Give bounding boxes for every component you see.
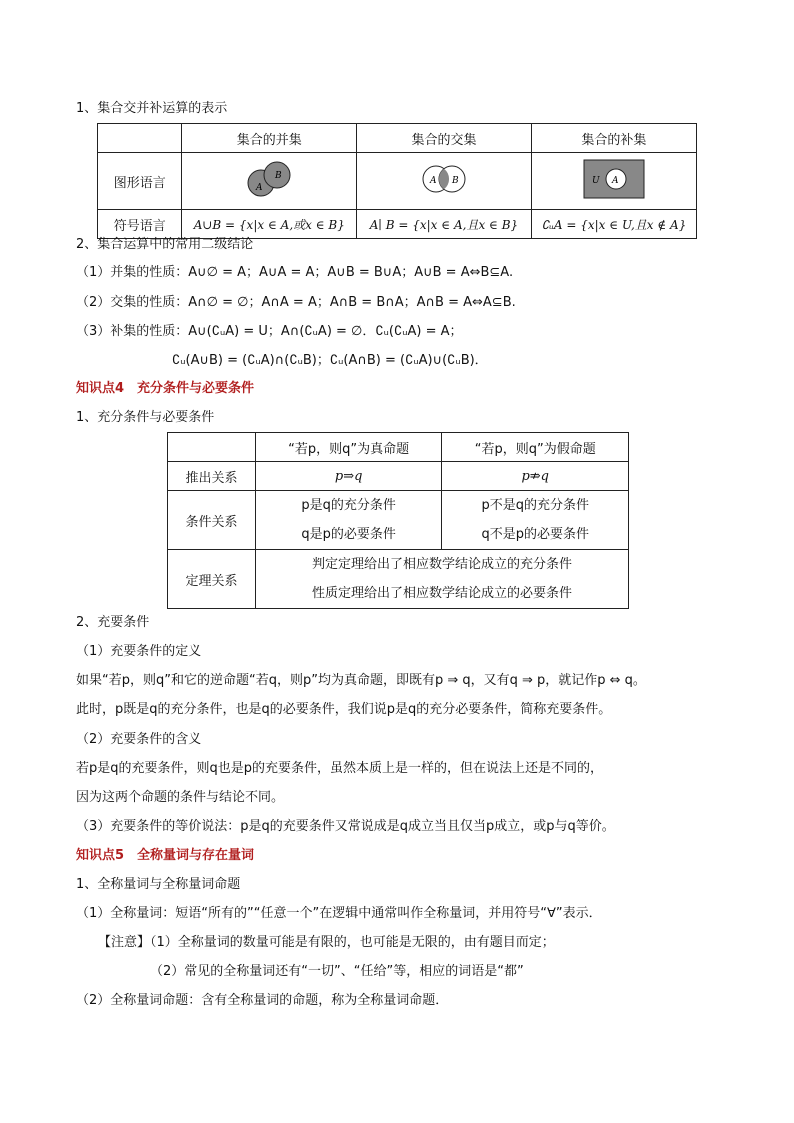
section-2-title: 2、集合运算中的常用二级结论 xyxy=(76,237,254,252)
header-intersection: 集合的交集 xyxy=(357,124,532,153)
kp5-sub1: 1、全称量词与全称量词命题 xyxy=(76,877,241,892)
de-morgan-laws: ∁ᵤ(A∪B) = (∁ᵤA)∩(∁ᵤB)；∁ᵤ(A∩B) = (∁ᵤA)∪(∁ᵤB)． xyxy=(172,353,488,368)
kp4-definition-1: 如果“若p，则q”和它的逆命题“若q，则p”均为真命题，即既有p ⇒ q，又有q ⇒ p，就记作p ⇔ q。 xyxy=(76,673,646,688)
kp4-definition-2: 此时，p既是q的充分条件，也是q的必要条件，我们说p是q的充分必要条件，简称充要条件。 xyxy=(76,702,612,717)
derive-false: p⇏q xyxy=(442,462,629,491)
venn-union-icon xyxy=(239,157,299,201)
venn-complement xyxy=(531,153,696,210)
venn-label-b: B xyxy=(451,176,459,186)
formula-complement: ∁ᵤA = {x|x ∈ U,且x ∉ A} xyxy=(531,210,696,239)
venn-label-a: A xyxy=(429,176,437,186)
row-label-derive: 推出关系 xyxy=(168,462,256,491)
table-corner xyxy=(98,124,182,153)
condition-true-2: q是p的必要条件 xyxy=(301,527,396,542)
kp5-title: 知识点5 全称量词与存在量词 xyxy=(76,848,255,863)
kp5-universal-quantifier: （1）全称量词：短语“所有的”“任意一个”在逻辑中通常叫作全称量词，并用符号“∀”表示． xyxy=(76,906,602,921)
venn-intersection-icon xyxy=(414,157,474,201)
kp4-definition-heading: （1）充要条件的定义 xyxy=(76,644,202,659)
header-union: 集合的并集 xyxy=(182,124,357,153)
theorem-relation-1: 判定定理给出了相应数学结论成立的充分条件 xyxy=(311,557,572,572)
header-false: “若p，则q”为假命题 xyxy=(442,433,629,462)
venn-label-a: A xyxy=(256,183,263,193)
kp5-note-2: （2）常见的全称量词还有“一切”、“任给”等，相应的词语是“都” xyxy=(150,964,524,979)
kp5-universal-proposition: （2）全称量词命题：含有全称量词的命题，称为全称量词命题． xyxy=(76,993,449,1008)
condition-true-1: p是q的充分条件 xyxy=(301,498,396,513)
kp4-equivalent: （3）充要条件的等价说法：p是q的充要条件又常说成是q成立当且仅当p成立，或p与q等价。 xyxy=(76,819,615,834)
kp4-sub1: 1、充分条件与必要条件 xyxy=(76,410,215,425)
condition-true xyxy=(255,491,442,550)
kp5-note-1: 【注意】（1）全称量词的数量可能是有限的，也可能是无限的，由有题目而定； xyxy=(98,935,555,950)
intersection-properties: （2）交集的性质：A∩∅ = ∅；A∩A = A；A∩B = B∩A；A∩B = A⇔A⊆B. xyxy=(76,295,516,310)
header-true: “若p，则q”为真命题 xyxy=(255,433,442,462)
theorem-relation xyxy=(255,550,628,609)
venn-label-a: A xyxy=(611,176,619,186)
formula-union: A∪B = {x|x ∈ A,或x ∈ B} xyxy=(182,210,357,239)
kp4-sub2: 2、充要条件 xyxy=(76,615,150,630)
formula-intersection: A∣ B = {x|x ∈ A,且x ∈ B} xyxy=(357,210,532,239)
row-label-theorem: 定理关系 xyxy=(168,550,256,609)
derive-true: p⇒q xyxy=(255,462,442,491)
condition-false-1: p不是q的充分条件 xyxy=(481,498,589,513)
kp4-meaning-2: 因为这两个命题的条件与结论不同。 xyxy=(76,790,285,805)
table-corner xyxy=(168,433,256,462)
complement-properties: （3）补集的性质：A∪(∁ᵤA) = U；A∩(∁ᵤA) = ∅．∁ᵤ(∁ᵤA) = A； xyxy=(76,324,463,339)
header-complement: 集合的补集 xyxy=(531,124,696,153)
venn-label-u: U xyxy=(591,176,600,186)
row-label-condition: 条件关系 xyxy=(168,491,256,550)
venn-label-b: B xyxy=(275,171,282,181)
union-properties: （1）并集的性质：A∪∅ = A；A∪A = A；A∪B = B∪A；A∪B = A⇔B⊆A. xyxy=(76,265,514,280)
row-label-graph: 图形语言 xyxy=(98,153,182,210)
venn-union xyxy=(182,153,357,210)
venn-complement-icon xyxy=(583,158,645,200)
condition-table xyxy=(167,432,629,609)
kp4-title: 知识点4 充分条件与必要条件 xyxy=(76,381,255,396)
row-label-symbol: 符号语言 xyxy=(98,210,182,239)
condition-false-2: q不是p的必要条件 xyxy=(481,527,589,542)
set-operations-table xyxy=(97,123,697,239)
section-1-title: 1、集合交并补运算的表示 xyxy=(76,101,228,116)
theorem-relation-2: 性质定理给出了相应数学结论成立的必要条件 xyxy=(311,586,572,601)
kp4-meaning-heading: （2）充要条件的含义 xyxy=(76,732,202,747)
venn-intersection xyxy=(357,153,532,210)
kp4-meaning-1: 若p是q的充要条件，则q也是p的充要条件，虽然本质上是一样的，但在说法上还是不同的， xyxy=(76,761,604,776)
condition-false xyxy=(442,491,629,550)
